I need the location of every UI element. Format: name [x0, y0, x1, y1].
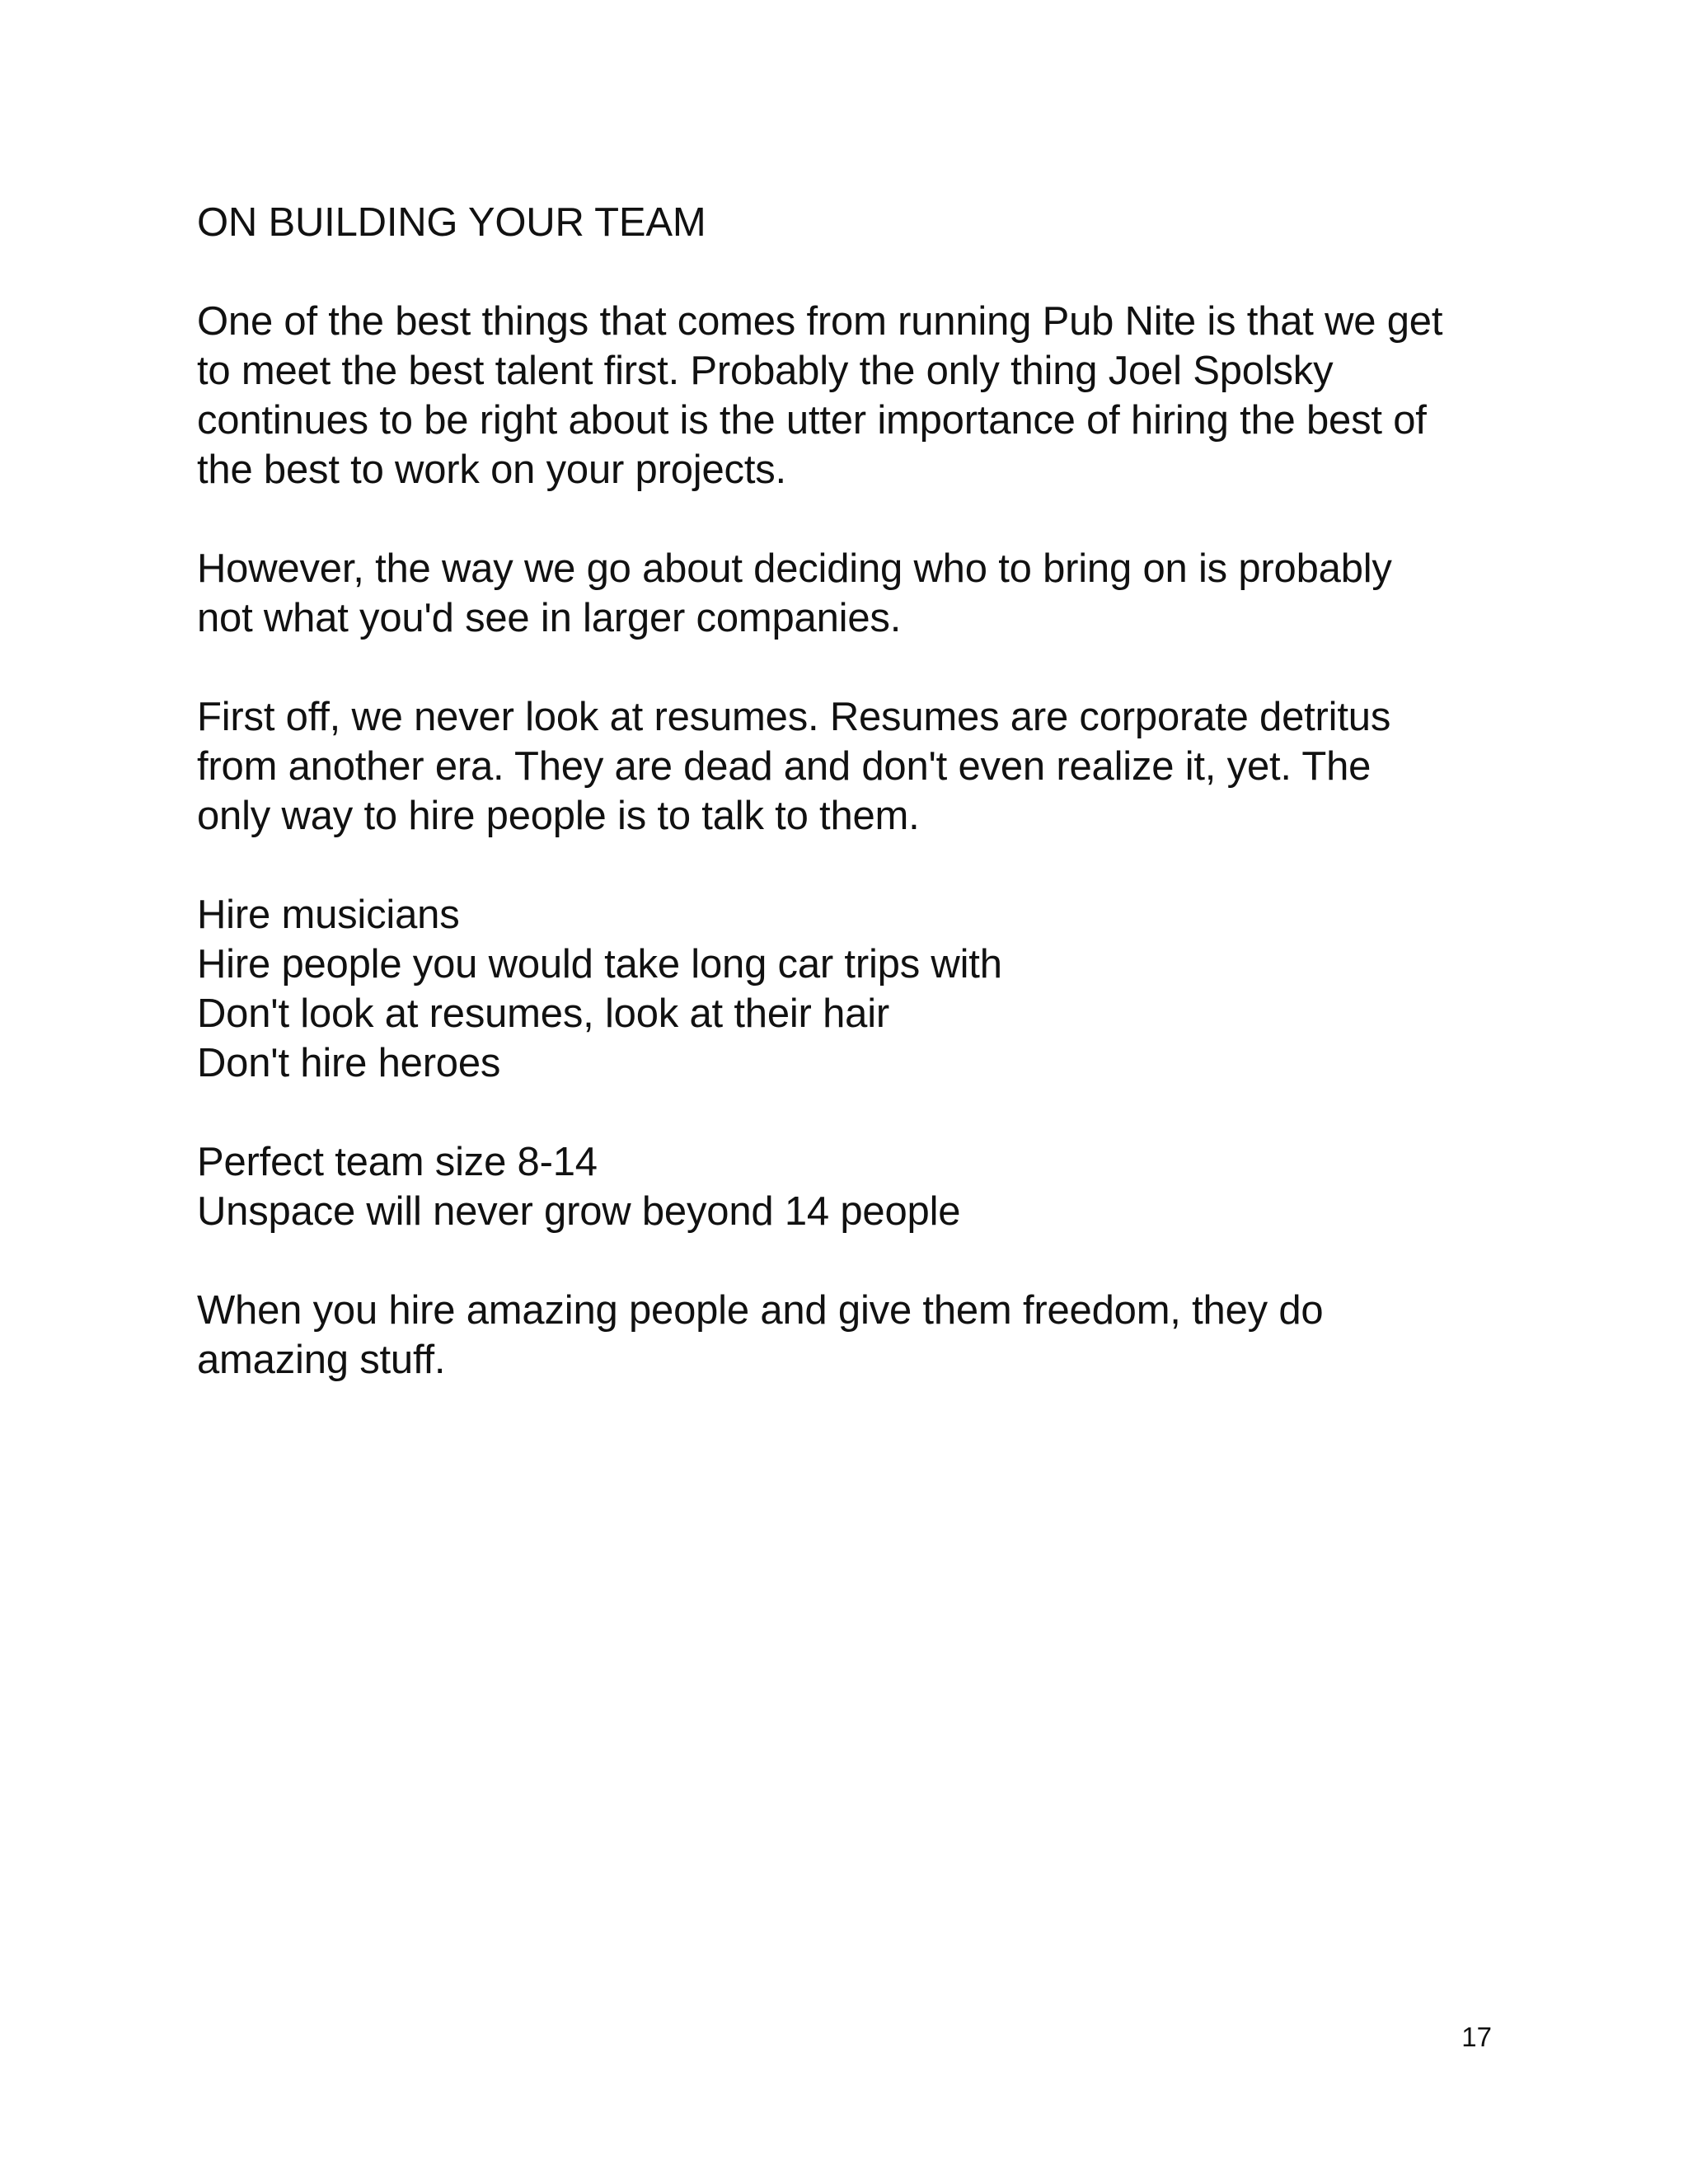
- list-item: Don't hire heroes: [197, 1041, 501, 1085]
- paragraph-however: However, the way we go about deciding who to bring on is probably not what you'd see in larger companies.: [197, 546, 1392, 640]
- hiring-rules-list: [197, 890, 1499, 1088]
- list-item: Hire people you would take long car trips with: [197, 942, 1002, 987]
- list-item: Don't look at resumes, look at their hair: [197, 991, 889, 1036]
- page-number: 17: [1461, 2022, 1492, 2052]
- list-item: Perfect team size 8-14: [197, 1140, 598, 1184]
- list-item: Hire musicians: [197, 893, 460, 937]
- paragraph-intro: One of the best things that comes from running Pub Nite is that we get to meet the best talent first. Probably the only thing Joel Spolsky continues to be right about is the utter importance of hiring the best of the best to work on your projects.: [197, 299, 1443, 492]
- team-size-list: [197, 1137, 1499, 1236]
- paragraph-closing: When you hire amazing people and give them freedom, they do amazing stuff.: [197, 1288, 1324, 1382]
- document-body: [197, 198, 1499, 1434]
- paragraph-resumes: First off, we never look at resumes. Resumes are corporate detritus from another era. They are dead and don't even realize it, yet. The only way to hire people is to talk to them.: [197, 695, 1391, 838]
- section-title: ON BUILDING YOUR TEAM: [197, 200, 706, 245]
- list-item: Unspace will never grow beyond 14 people: [197, 1189, 961, 1234]
